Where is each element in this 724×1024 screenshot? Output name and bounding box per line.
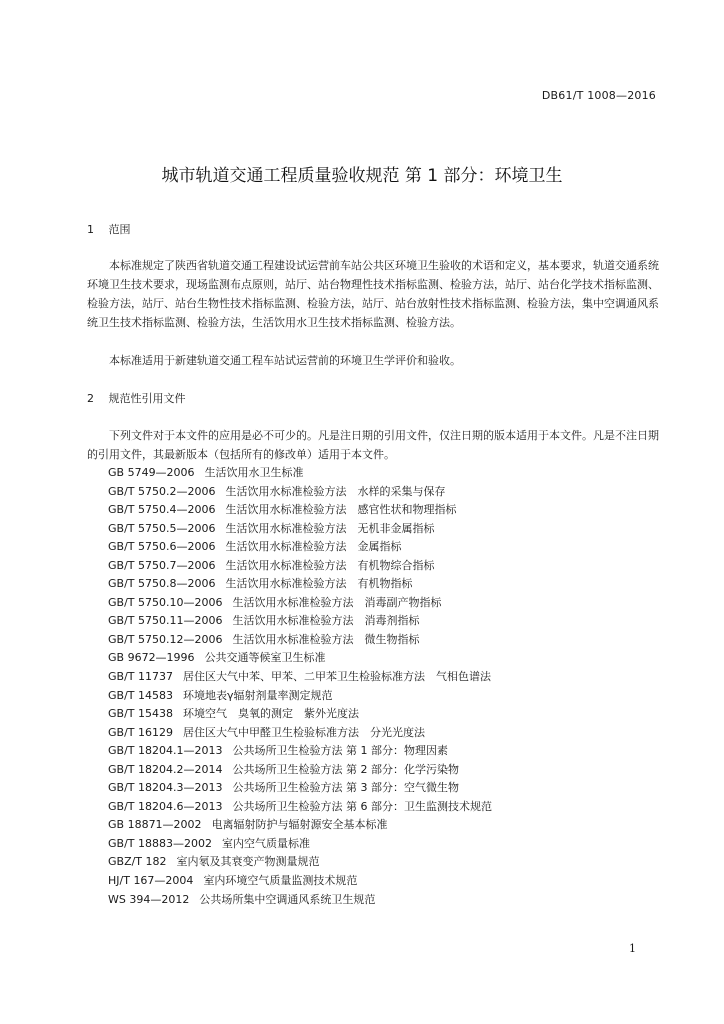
reference-title: 生活饮用水标准检验方法 消毒剂指标 — [232, 614, 420, 628]
scope-paragraph: 本标准适用于新建轨道交通工程车站试运营前的环境卫生学评价和验收。 — [109, 354, 461, 367]
reference-title: 公共场所集中空调通风系统卫生规范 — [199, 892, 376, 906]
reference-item — [108, 724, 492, 743]
reference-title: 生活饮用水标准检验方法 金属指标 — [225, 540, 402, 554]
scope-paragraph: 本标准规定了陕西省轨道交通工程建设试运营前车站公共区环境卫生验收的术语和定义，基本要求，轨道交通系统环境卫生技术要求，现场监测布点原则，站厅、站台物理性技术指标监测、检验方法，站厅、站台化学技术指标监测、检验方法，站厅、站台生物性技术指标监测、检验方法，站厅、站台放射性技术指标监测、检验方法，集中空调通风系统卫生技术指标监测、检验方法，生活饮用水卫生技术指标监测、检验方法。 — [87, 259, 659, 329]
reference-item — [108, 687, 492, 706]
reference-item — [108, 575, 492, 594]
reference-title: 电离辐射防护与辐射源安全基本标准 — [211, 818, 388, 832]
reference-title: 生活饮用水卫生标准 — [204, 466, 304, 479]
reference-title: 公共交通等候室卫生标准 — [204, 651, 326, 665]
reference-code: GB 9672—1996 — [108, 651, 195, 665]
reference-code: GB/T 5750.10—2006 — [108, 595, 223, 609]
reference-item — [108, 668, 492, 687]
reference-code: GB 18871—2002 — [108, 818, 202, 832]
reference-item — [108, 520, 492, 539]
reference-title: 生活饮用水标准检验方法 有机物指标 — [225, 577, 413, 591]
reference-code: GB/T 5750.5—2006 — [108, 521, 216, 535]
reference-item — [108, 538, 492, 557]
section-2-heading — [87, 390, 186, 406]
section-title: 规范性引用文件 — [108, 392, 186, 405]
reference-item — [108, 779, 492, 798]
reference-code: GB/T 18204.2—2014 — [108, 762, 223, 776]
reference-item — [108, 872, 492, 891]
reference-code: HJ/T 167—2004 — [108, 874, 194, 888]
reference-item — [108, 798, 492, 817]
reference-title: 公共场所卫生检验方法 第 3 部分：空气微生物 — [232, 781, 459, 795]
reference-code: GB/T 5750.7—2006 — [108, 558, 216, 572]
reference-title: 生活饮用水标准检验方法 感官性状和物理指标 — [225, 503, 457, 517]
reference-title: 生活饮用水标准检验方法 微生物指标 — [232, 632, 420, 646]
reference-item — [108, 612, 492, 631]
reference-title: 生活饮用水标准检验方法 消毒副产物指标 — [232, 595, 442, 609]
reference-code: GB/T 15438 — [108, 707, 173, 721]
reference-item — [108, 594, 492, 613]
reference-title: 公共场所卫生检验方法 第 1 部分：物理因素 — [232, 744, 448, 758]
reference-code: GB/T 5750.11—2006 — [108, 614, 223, 628]
reference-title: 公共场所卫生检验方法 第 2 部分：化学污染物 — [232, 762, 459, 776]
reference-code: GB/T 18204.3—2013 — [108, 781, 223, 795]
reference-title: 居住区大气中苯、甲苯、二甲苯卫生检验标准方法 气相色谱法 — [183, 670, 491, 684]
section-number: 2 — [87, 392, 94, 405]
reference-code: GB/T 5750.2—2006 — [108, 484, 216, 498]
reference-title: 室内空气质量标准 — [221, 836, 310, 850]
reference-item — [108, 705, 492, 724]
reference-title: 环境空气 臭氧的测定 紫外光度法 — [183, 707, 359, 721]
section-title: 范围 — [108, 223, 131, 236]
reference-code: GB/T 5750.4—2006 — [108, 503, 216, 517]
reference-item — [108, 835, 492, 854]
reference-code: GB/T 14583 — [108, 688, 173, 702]
reference-code: GB/T 5750.8—2006 — [108, 577, 216, 591]
reference-code: GB/T 16129 — [108, 725, 173, 739]
reference-item — [108, 501, 492, 520]
reference-item — [108, 816, 492, 835]
reference-code: WS 394—2012 — [108, 892, 190, 906]
reference-item — [108, 853, 492, 872]
section-number: 1 — [87, 223, 94, 236]
reference-item — [108, 742, 492, 761]
references-intro-paragraph: 下列文件对于本文件的应用是必不可少的。凡是注日期的引用文件，仅注日期的版本适用于本文件。凡是不注日期的引用文件，其最新版本（包括所有的修改单）适用于本文件。 — [87, 429, 659, 461]
page-number: 1 — [629, 942, 636, 955]
reference-title: 生活饮用水标准检验方法 无机非金属指标 — [225, 521, 435, 535]
reference-title: 公共场所卫生检验方法 第 6 部分：卫生监测技术规范 — [232, 799, 492, 813]
reference-title: 室内环境空气质量监测技术规范 — [203, 874, 358, 888]
reference-title: 环境地表γ辐射剂量率测定规范 — [183, 688, 333, 702]
reference-code: GB/T 18204.6—2013 — [108, 799, 223, 813]
reference-list — [108, 464, 492, 909]
reference-item — [108, 483, 492, 502]
reference-item — [108, 464, 492, 483]
reference-item — [108, 891, 492, 910]
reference-code: GB/T 18204.1—2013 — [108, 744, 223, 758]
reference-code: GB/T 5750.12—2006 — [108, 632, 223, 646]
reference-title: 生活饮用水标准检验方法 有机物综合指标 — [225, 558, 435, 572]
reference-code: GBZ/T 182 — [108, 855, 167, 869]
reference-item — [108, 631, 492, 650]
reference-code: GB/T 11737 — [108, 670, 173, 684]
section-1-heading — [87, 221, 131, 237]
reference-code: GB/T 5750.6—2006 — [108, 540, 216, 554]
reference-title: 室内氡及其衰变产物测量规范 — [176, 855, 320, 869]
reference-item — [108, 557, 492, 576]
document-title: 城市轨道交通工程质量验收规范 第 1 部分：环境卫生 — [161, 166, 563, 186]
reference-title: 居住区大气中甲醛卫生检验标准方法 分光光度法 — [183, 725, 425, 739]
reference-code: GB 5749—2006 — [108, 466, 195, 479]
reference-item — [108, 649, 492, 668]
standard-code: DB61/T 1008—2016 — [541, 89, 656, 102]
reference-code: GB/T 18883—2002 — [108, 836, 212, 850]
reference-item — [108, 761, 492, 780]
reference-title: 生活饮用水标准检验方法 水样的采集与保存 — [225, 484, 446, 498]
